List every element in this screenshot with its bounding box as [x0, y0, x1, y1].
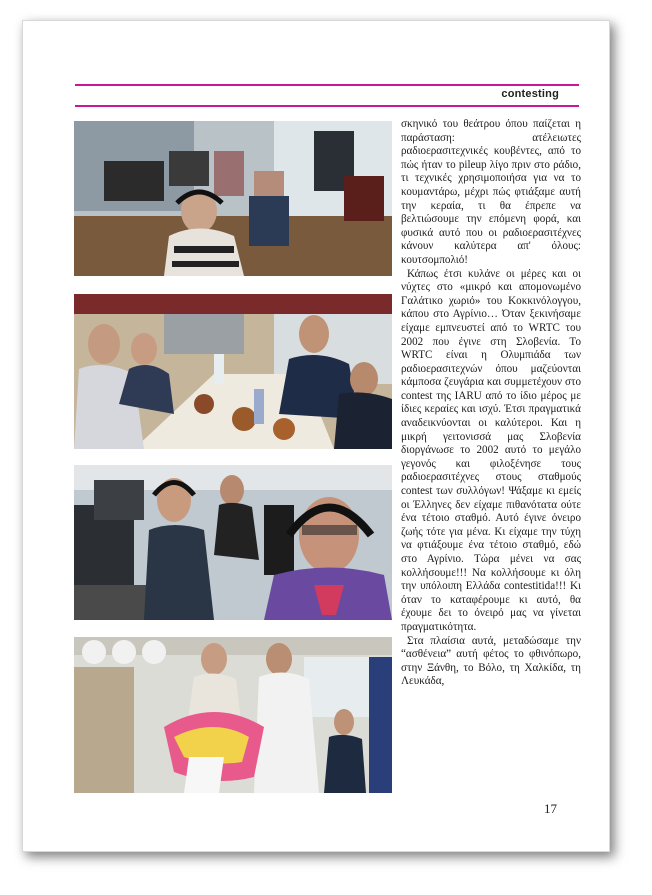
- photo-group-dinner: [74, 294, 392, 449]
- photo-tablecloth: [74, 637, 392, 793]
- article-text: [401, 118, 581, 689]
- header-rule-top: [75, 84, 579, 86]
- article-paragraph: Στα πλαίσια αυτά, μεταδώσαμε την “ασθένεια” αυτή φέτος το φθινόπωρο, στην Ξάνθη, το Βόλο, τη Χαλκίδα, τη Λευκάδα,: [401, 634, 581, 688]
- header-rule-bottom: [75, 105, 579, 107]
- photo-radio-operator: [74, 121, 392, 276]
- page-number: 17: [544, 801, 557, 816]
- section-label: contesting: [501, 88, 559, 100]
- magazine-page: [22, 20, 610, 852]
- photo-operators-headphones: [74, 465, 392, 620]
- article-paragraph: Κάπως έτσι κυλάνε οι μέρες και οι νύχτες στο «μικρό και απομονωμένο Γαλάτικο χωριό» του Κοκκινόλογγου, κάπου στο Αγρίνιο… Όταν ξεκινήσαμε είχαμε εμπνευστεί από το WRTC του 2002 που έγινε στη Σλοβενία. Το WRTC είναι η Ολυμπιάδα των ραδιοερασιτεχνών όπου μαζεύονται κάμποσα ζευγάρια και συμμετέχουν στο contest της IARU από το ίδιο μέρος με ίδιες κεραίες και ισχύ. Έτσι πραγματικά αναδεικνύονται οι καλύτεροι. Και η μικρή γειτονισσά μας Σλοβενία διοργάνωσε το 2002 αυτό το μεγάλο γεγονός και φιλοξένησε τους ραδιοερασιτέχνες στους σταθμούς contest των συλλόγων! Ψάξαμε κι εμείς οι Έλληνες δεν είχαμε πιθανότατα ούτε ένα τέτοιο σταθμό. Αυτό έγινε όνειρο ζωής τότε για μένα. Κι είχαμε την τύχη να φτιάξουμε ένα τέτοιο σταθμό, εδώ στο Αγρίνιο. Τώρα μένει να σας κολλήσουμε!!! Να κολλήσουμε κι όλη την υπόλοιπη Ελλάδα contestitida!!! Κι όταν το καταφέρουμε κι αυτό, θα έχουμε δει το όνειρό μας να γίνεται πραγματικότητα.: [401, 267, 581, 633]
- article-paragraph: σκηνικό του θεάτρου όπου παίζεται η παράσταση: ατέλειωτες ραδιοερασιτεχνικές κουβέντες, από το πώς ήταν το pileup λίγο πριν στο ράδιο, τι τεχνικές χρησιμοποιήσα για να το κουμαντάρω, μέχρι πώς φτιάξαμε αυτή την κεραία, τι θα έπρεπε να βελτιώσουμε την επόμενη φορά, και φυσικά αυτό που οι ραδιοερασιτέχνες κάνουν καλύτερα απ' όλους: κουτσομπολιό!: [401, 118, 581, 266]
